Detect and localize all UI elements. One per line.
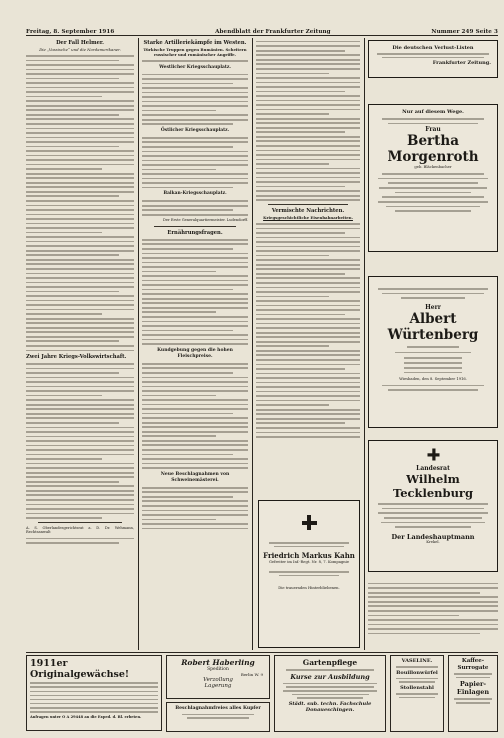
- iron-cross-icon: [302, 515, 317, 530]
- verlust-sub: Frankfurter Zeitung.: [432, 60, 491, 67]
- verlust-title: Die deutschen Verlust-Listen: [392, 45, 474, 51]
- ad-title: Papier-Einlagen: [456, 680, 490, 697]
- death-notice-kahn: [258, 500, 360, 648]
- notice-place-date: Wiesbaden, den 8. September 1916.: [399, 377, 467, 382]
- signature: Der Erste Generalquartiermeister. Ludendorff.: [162, 218, 248, 223]
- ad-line: Verzollung: [203, 677, 233, 683]
- notice-signature: Krekel.: [426, 540, 440, 545]
- article-heading: Der Fall Helmer.: [56, 40, 104, 46]
- section-heading: Balkan-Kriegsschauplatz.: [163, 191, 227, 197]
- header-issue: Nummer 249 Seite 3: [431, 29, 498, 35]
- notice-prefix: Landesrat: [416, 465, 450, 472]
- article-heading: Ernährungsfragen.: [167, 229, 223, 236]
- ad-line: Berlin W. 9: [240, 672, 263, 677]
- ad-haberling: [166, 655, 270, 699]
- article-subheading: Kriegsgeschichtliche Eisenbahnarbeiten.: [263, 215, 353, 221]
- deceased-rank: Gefreiter im Inf.-Regt. Nr. 8, 7. Kompagnie: [268, 560, 350, 565]
- ad-kaffee-papier: [448, 655, 498, 732]
- ad-vaseline: [390, 655, 444, 732]
- notice-text: A. S. Oberlandesgerichtsrat a. D. Dr. Wehmann, Rechtsanwalt: [26, 525, 134, 535]
- deceased-name: Albert Würtenberg: [387, 311, 479, 344]
- section-heading: Östlicher Kriegsschauplatz.: [160, 127, 230, 133]
- article-heading: Neue Beschlagnahmen von Schweinemästerei.: [160, 471, 230, 483]
- death-notice-tecklenburg: [368, 440, 498, 572]
- column-2: [142, 38, 248, 648]
- article-heading: Vermischte Nachrichten.: [271, 208, 345, 215]
- ad-originalgewaechse: [26, 655, 162, 731]
- iron-cross-icon: [427, 449, 439, 461]
- column-1: [26, 38, 134, 648]
- column-4-text: [368, 580, 498, 650]
- ad-title: Robert Haberling: [181, 658, 255, 667]
- article-heading: Zwei Jahre Kriegs-Volkswirtschaft.: [26, 354, 127, 361]
- ad-sub: Spedition: [207, 667, 229, 672]
- ad-line: Lagerung: [204, 683, 232, 689]
- ad-footer: Städt. sub. techn. Fachschule Donaueschingen.: [288, 701, 372, 714]
- ad-garten-kurse: [274, 655, 386, 732]
- ad-footer: Anfragen unter O A 29448 an die Exped. d. Bl. erbeten.: [30, 715, 142, 720]
- section-heading: Westlicher Kriegsschauplatz.: [159, 64, 231, 70]
- ad-title: Gartenpflege: [302, 658, 358, 667]
- article-subheading: Die „Vossische“ und die Nordamerikaner.: [39, 47, 121, 53]
- article-body: [26, 363, 134, 519]
- header-masthead: Abendblatt der Frankfurter Zeitung: [215, 29, 331, 35]
- notice-signatory: Der Landeshauptmann: [391, 533, 475, 542]
- ad-title: Kurse zur Ausbildung: [290, 672, 370, 681]
- article-heading: Kundgebung gegen die hohen Fleischpreise.: [157, 347, 233, 359]
- ad-kupfer: [166, 702, 270, 732]
- deceased-name: Wilhelm Tecklenburg: [392, 472, 474, 500]
- deceased-name: Friedrich Markus Kahn: [263, 551, 355, 561]
- ad-title: Kaffee-Surrogate: [457, 658, 489, 671]
- ad-title: Bouillonwürfel: [396, 669, 438, 676]
- deceased-born: geb. Bläckenbacher: [414, 165, 452, 170]
- ad-title: VASELINE.: [401, 658, 433, 664]
- column-rule: [138, 38, 139, 650]
- notice-prefix: Frau: [425, 126, 441, 134]
- verlust-listen-box: [368, 40, 498, 78]
- ad-title: Stollenstahl: [400, 685, 434, 692]
- page-header: [26, 23, 498, 36]
- notice-prefix: Herr: [425, 304, 441, 312]
- article-body: [26, 55, 134, 351]
- mourners-line: Die trauernden Hinterbliebenen.: [278, 586, 340, 591]
- column-rule: [252, 38, 253, 650]
- column-rule: [364, 38, 365, 650]
- death-notice-morgenroth: [368, 104, 498, 252]
- ad-title: Beschlagnahmfreies alles Kupfer: [175, 706, 261, 711]
- notice-small-line: Nur auf diesem Wege.: [402, 109, 464, 115]
- article-heading: Starke Artilleriekämpfe im Westen.: [143, 40, 247, 46]
- ads-top-rule: [26, 652, 498, 653]
- article-subheading: Türkische Truppen gegen Rumänien. Scheitern russischer und rumänischer Angriffe.: [143, 47, 247, 58]
- death-notice-wurtenberg: [368, 276, 498, 428]
- deceased-name: Bertha Morgenroth: [387, 133, 479, 166]
- header-date: Freitag, 8. September 1916: [26, 29, 115, 35]
- ad-title: 1911er Originalgewächse!: [30, 658, 130, 680]
